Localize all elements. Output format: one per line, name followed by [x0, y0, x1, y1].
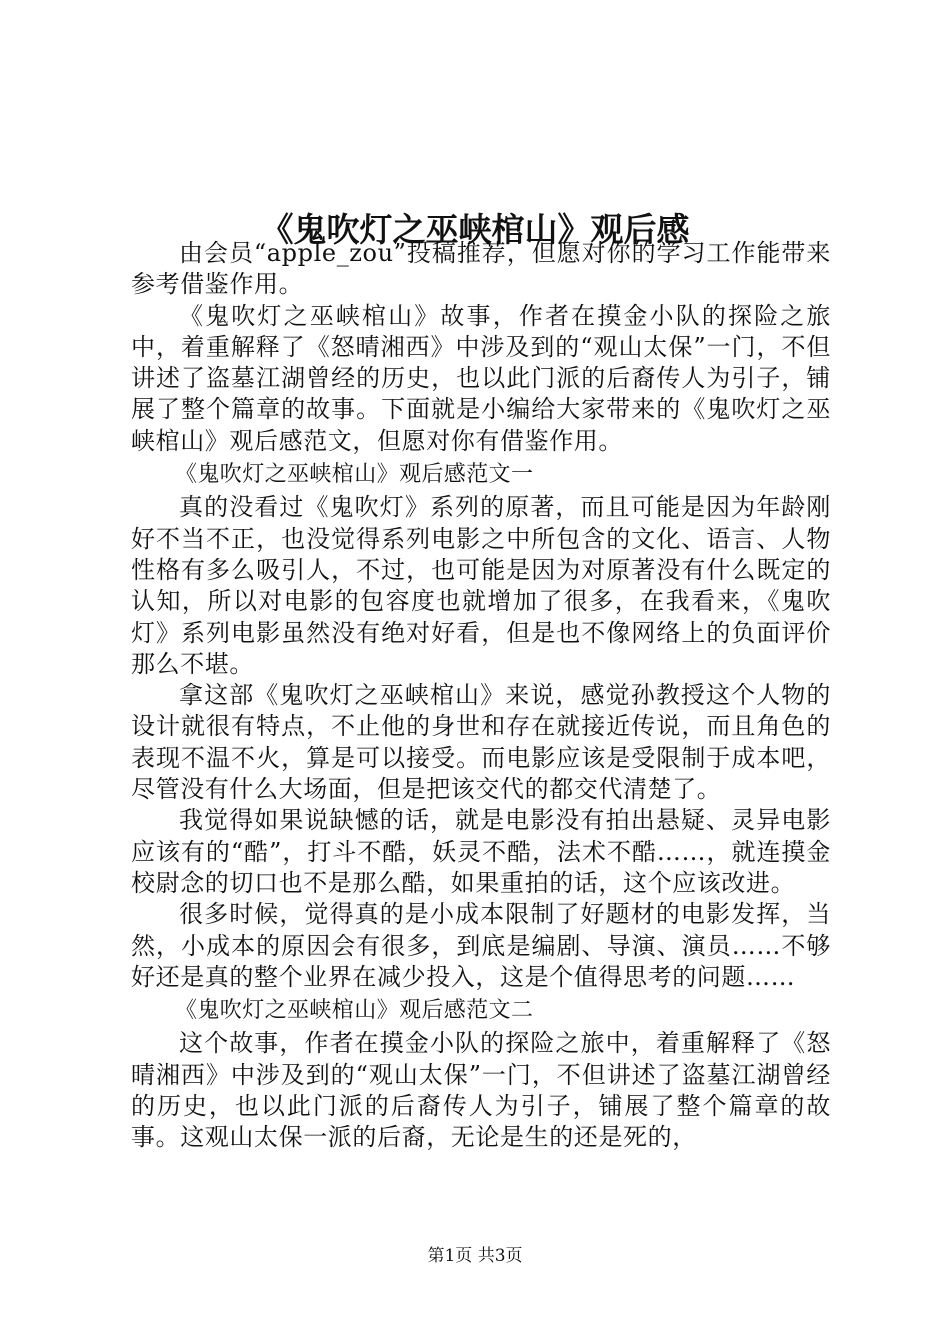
section-heading-1: 《鬼吹灯之巫峡棺山》观后感范文一: [175, 462, 534, 488]
section-heading-2: 《鬼吹灯之巫峡棺山》观后感范文二: [175, 998, 534, 1024]
document-body: [131, 238, 831, 1154]
paragraph: 很多时候，觉得真的是小成本限制了好题材的电影发挥，当然，小成本的原因会有很多，到底是编剧、导演、演员……不够好还是真的整个业界在减少投入，这是个值得思考的问题……: [131, 900, 831, 991]
paragraph: 拿这部《鬼吹灯之巫峡棺山》来说，感觉孙教授这个人物的设计就很有特点，不止他的身世和存在就接近传说，而且角色的表现不温不火，算是可以接受。而电影应该是受限制于成本吧，尽管没有什么大场面，但是把该交代的都交代清楚了。: [131, 681, 831, 804]
paragraph: 我觉得如果说缺憾的话，就是电影没有拍出悬疑、灵异电影应该有的“酷”，打斗不酷，妖灵不酷，法术不酷……，就连摸金校尉念的切口也不是那么酷，如果重拍的话，这个应该改进。: [131, 806, 831, 897]
paragraph-intro: 由会员“apple_zou”投稿推荐，但愿对你的学习工作能带来参考借鉴作用。: [131, 239, 831, 299]
paragraph-summary: 《鬼吹灯之巫峡棺山》故事，作者在摸金小队的探险之旅中，着重解释了《怒晴湘西》中涉及到的“观山太保”一门，不但讲述了盗墓江湖曾经的历史，也以此门派的后裔传人为引子，铺展了整个篇章的故事。下面就是小编给大家带来的《鬼吹灯之巫峡棺山》观后感范文，但愿对你有借鉴作用。: [131, 301, 831, 455]
document-title: 《鬼吹灯之巫峡棺山》观后感: [260, 210, 690, 250]
page-footer: 第1页 共3页: [427, 1246, 523, 1266]
paragraph: 真的没看过《鬼吹灯》系列的原著，而且可能是因为年龄刚好不当不正，也没觉得系列电影之中所包含的文化、语言、人物性格有多么吸引人，不过，也可能是因为对原著没有什么既定的认知，所以对电影的包容度也就增加了很多，在我看来，《鬼吹灯》系列电影虽然没有绝对好看，但是也不像网络上的负面评价那么不堪。: [131, 493, 831, 678]
paragraph: 这个故事，作者在摸金小队的探险之旅中，着重解释了《怒晴湘西》中涉及到的“观山太保”一门，不但讲述了盗墓江湖曾经的历史，也以此门派的后裔传人为引子，铺展了整个篇章的故事。这观山太保一派的后裔，无论是生的还是死的，: [131, 1029, 831, 1152]
